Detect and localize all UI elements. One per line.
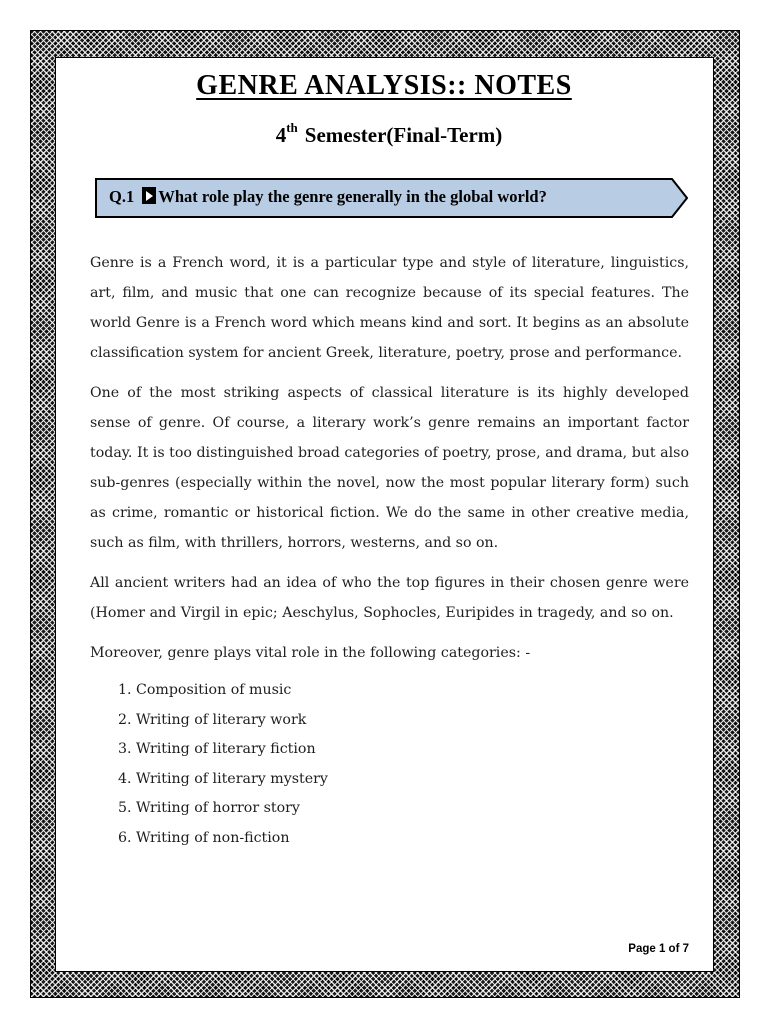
list-item: 4. Writing of literary mystery: [136, 765, 689, 795]
semester-suffix: th: [286, 120, 298, 135]
list-item: 2. Writing of literary work: [136, 706, 689, 736]
list-item: 6. Writing of non-fiction: [136, 824, 689, 854]
paragraph: One of the most striking aspects of classical literature is its highly developed sense of genre. Of course, a literary work’s genre remains an important factor today. It is too distinguished broad categories of poetry, prose, and drama, but also sub-genres (especially within the novel, now the most popular literary form) such as crime, romantic or historical fiction. We do the same in other creative media, such as film, with thrillers, horrors, westerns, and so on.: [90, 385, 689, 551]
list-item: 1. Composition of music: [136, 676, 689, 706]
categories-list: [90, 676, 689, 853]
paragraph: Genre is a French word, it is a particular type and style of literature, linguistics, art, film, and music that one can recognize because of its special features. The world Genre is a French word which means kind and sort. It begins as an absolute classification system for ancient Greek, literature, poetry, prose and performance.: [90, 255, 689, 361]
question-heading: [109, 187, 547, 207]
paragraph: All ancient writers had an idea of who the top figures in their chosen genre were (Homer and Virgil in epic; Aeschylus, Sophocles, Euripides in tragedy, and so on.: [90, 575, 689, 621]
answer-body: [90, 248, 689, 853]
right-triangle-icon: [142, 187, 156, 204]
page-number: Page 1 of 7: [628, 943, 689, 955]
question-number: Q.1: [109, 187, 135, 206]
paragraph: Moreover, genre plays vital role in the following categories: -: [90, 645, 531, 661]
list-item: 5. Writing of horror story: [136, 794, 689, 824]
semester-heading: [0, 120, 768, 148]
page-title-text: GENRE ANALYSIS:: NOTES: [196, 70, 572, 101]
question-text: What role play the genre generally in the global world?: [158, 187, 547, 206]
list-item: 3. Writing of literary fiction: [136, 735, 689, 765]
page-title: [0, 70, 768, 102]
semester-number: 4: [275, 123, 287, 147]
semester-label: Semester(Final-Term): [304, 123, 503, 147]
question-banner: [95, 178, 688, 218]
